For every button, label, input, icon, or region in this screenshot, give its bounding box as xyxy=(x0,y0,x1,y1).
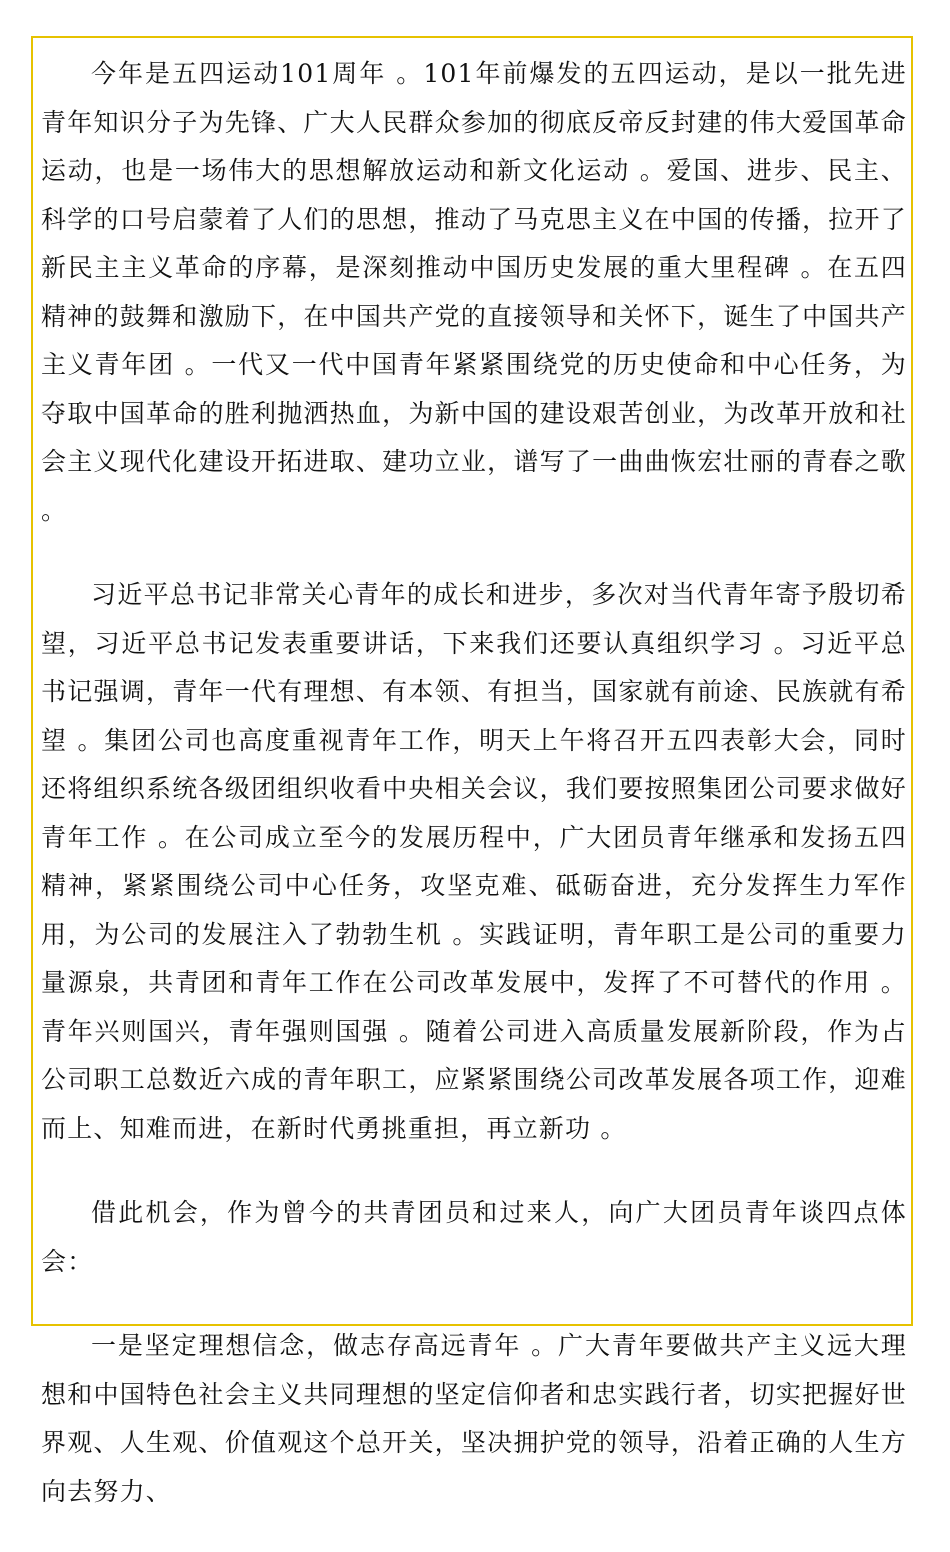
paragraph-3: 借此机会，作为曾今的共青团员和过来人，向广大团员青年谈四点体会： xyxy=(41,1198,907,1276)
paragraph-2: 习近平总书记非常关心青年的成长和进步，多次对当代青年寄予殷切希望，习近平总书记发表重要讲话，下来我们还要认真组织学习 。习近平总书记强调，青年一代有理想、有本领、有担当，国家就有前途、民族就有希望 。集团公司也高度重视青年工作，明天上午将召开五四表彰大会，同时还将组织系统各级团组织收看中央相关会议，我们要按照集团公司要求做好青年工作 。在公司成立至今的发展历程中，广大团员青年继承和发扬五四精神，紧紧围绕公司中心任务，攻坚克难、砥砺奋进，充分发挥生力军作用，为公司的发展注入了勃勃生机 。实践证明，青年职工是公司的重要力量源泉，共青团和青年工作在公司改革发展中，发挥了不可替代的作用 。青年兴则国兴，青年强则国强 。随着公司进入高质量发展新阶段，作为占公司职工总数近六成的青年职工，应紧紧围绕公司改革发展各项工作，迎难而上、知难而进，在新时代勇挑重担，再立新功 。 xyxy=(41,580,907,1143)
page-frame xyxy=(31,36,913,1506)
document-body xyxy=(41,50,907,1552)
paragraph-1: 今年是五四运动101周年 。101年前爆发的五四运动，是以一批先进青年知识分子为先锋、广大人民群众参加的彻底反帝反封建的伟大爱国革命运动，也是一场伟大的思想解放运动和新文化运动 。爱国、进步、民主、科学的口号启蒙着了人们的思想，推动了马克思主义在中国的传播，拉开了新民主主义革命的序幕，是深刻推动中国历史发展的重大里程碑 。在五四精神的鼓舞和激励下，在中国共产党的直接领导和关怀下，诞生了中国共产主义青年团 。一代又一代中国青年紧紧围绕党的历史使命和中心任务，为夺取中国革命的胜利抛洒热血，为新中国的建设艰苦创业，为改革开放和社会主义现代化建设开拓进取、建功立业，谱写了一曲曲恢宏壮丽的青春之歌 。 xyxy=(41,59,907,525)
paragraph-4: 一是坚定理想信念，做志存高远青年 。广大青年要做共产主义远大理想和中国特色社会主义共同理想的坚定信仰者和忠实践行者，切实把握好世界观、人生观、价值观这个总开关，坚决拥护党的领导，沿着正确的人生方向去努力、 xyxy=(41,1331,907,1506)
